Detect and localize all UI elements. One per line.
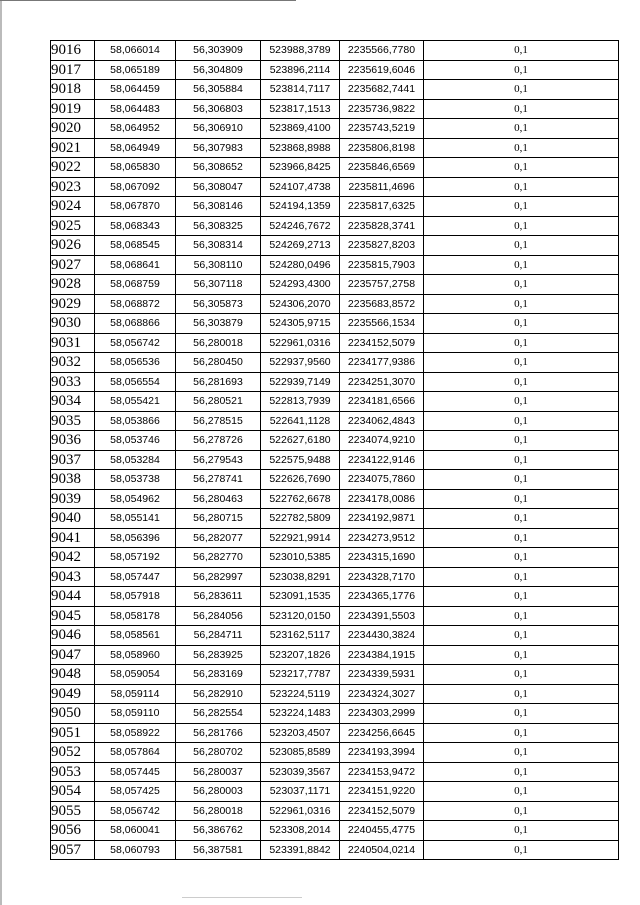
latitude-cell: 58,065830 — [95, 158, 176, 178]
table-row — [51, 294, 619, 314]
point-number-cell: 9043 — [51, 567, 95, 587]
x-coordinate-cell: 522937,9560 — [261, 353, 340, 373]
longitude-cell: 56,278726 — [176, 431, 261, 451]
y-coordinate-cell: 2234328,7170 — [340, 567, 424, 587]
accuracy-cell: 0,1 — [424, 158, 619, 178]
y-coordinate-cell: 2234256,6645 — [340, 723, 424, 743]
latitude-cell: 58,056536 — [95, 353, 176, 373]
x-coordinate-cell: 523817,1513 — [261, 99, 340, 119]
y-coordinate-cell: 2235736,9822 — [340, 99, 424, 119]
y-coordinate-cell: 2234315,1690 — [340, 548, 424, 568]
y-coordinate-cell: 2235828,3741 — [340, 216, 424, 236]
longitude-cell: 56,280018 — [176, 333, 261, 353]
x-coordinate-cell: 523868,8988 — [261, 138, 340, 158]
longitude-cell: 56,303879 — [176, 314, 261, 334]
latitude-cell: 58,056742 — [95, 801, 176, 821]
table-row — [51, 723, 619, 743]
latitude-cell: 58,054962 — [95, 489, 176, 509]
latitude-cell: 58,057918 — [95, 587, 176, 607]
table-row — [51, 704, 619, 724]
y-coordinate-cell: 2234151,9220 — [340, 782, 424, 802]
x-coordinate-cell: 523037,1171 — [261, 782, 340, 802]
latitude-cell: 58,060041 — [95, 821, 176, 841]
accuracy-cell: 0,1 — [424, 782, 619, 802]
point-number-cell: 9054 — [51, 782, 95, 802]
longitude-cell: 56,304809 — [176, 60, 261, 80]
point-number-cell: 9033 — [51, 372, 95, 392]
x-coordinate-cell: 523224,5119 — [261, 684, 340, 704]
point-number-cell: 9056 — [51, 821, 95, 841]
accuracy-cell: 0,1 — [424, 60, 619, 80]
latitude-cell: 58,055141 — [95, 509, 176, 529]
y-coordinate-cell: 2234303,2999 — [340, 704, 424, 724]
table-row — [51, 606, 619, 626]
table-row — [51, 821, 619, 841]
longitude-cell: 56,387581 — [176, 840, 261, 860]
y-coordinate-cell: 2234193,3994 — [340, 743, 424, 763]
longitude-cell: 56,282077 — [176, 528, 261, 548]
table-row — [51, 392, 619, 412]
accuracy-cell: 0,1 — [424, 431, 619, 451]
point-number-cell: 9052 — [51, 743, 95, 763]
accuracy-cell: 0,1 — [424, 567, 619, 587]
accuracy-cell: 0,1 — [424, 392, 619, 412]
latitude-cell: 58,068759 — [95, 275, 176, 295]
top-rule — [0, 0, 296, 1]
x-coordinate-cell: 524269,2713 — [261, 236, 340, 256]
latitude-cell: 58,057447 — [95, 567, 176, 587]
x-coordinate-cell: 523896,2114 — [261, 60, 340, 80]
x-coordinate-cell: 524107,4738 — [261, 177, 340, 197]
y-coordinate-cell: 2234181,6566 — [340, 392, 424, 412]
table-row — [51, 80, 619, 100]
table-row — [51, 275, 619, 295]
latitude-cell: 58,059114 — [95, 684, 176, 704]
accuracy-cell: 0,1 — [424, 99, 619, 119]
y-coordinate-cell: 2235846,6569 — [340, 158, 424, 178]
accuracy-cell: 0,1 — [424, 216, 619, 236]
point-number-cell: 9030 — [51, 314, 95, 334]
latitude-cell: 58,068343 — [95, 216, 176, 236]
point-number-cell: 9042 — [51, 548, 95, 568]
longitude-cell: 56,303909 — [176, 41, 261, 61]
latitude-cell: 58,065189 — [95, 60, 176, 80]
table-row — [51, 138, 619, 158]
x-coordinate-cell: 522782,5809 — [261, 509, 340, 529]
y-coordinate-cell: 2235815,7903 — [340, 255, 424, 275]
latitude-cell: 58,067092 — [95, 177, 176, 197]
y-coordinate-cell: 2234177,9386 — [340, 353, 424, 373]
accuracy-cell: 0,1 — [424, 138, 619, 158]
y-coordinate-cell: 2234339,5931 — [340, 665, 424, 685]
latitude-cell: 58,057425 — [95, 782, 176, 802]
latitude-cell: 58,064483 — [95, 99, 176, 119]
accuracy-cell: 0,1 — [424, 821, 619, 841]
accuracy-cell: 0,1 — [424, 548, 619, 568]
longitude-cell: 56,308314 — [176, 236, 261, 256]
point-number-cell: 9055 — [51, 801, 95, 821]
y-coordinate-cell: 2234391,5503 — [340, 606, 424, 626]
y-coordinate-cell: 2234251,3070 — [340, 372, 424, 392]
y-coordinate-cell: 2234122,9146 — [340, 450, 424, 470]
accuracy-cell: 0,1 — [424, 470, 619, 490]
y-coordinate-cell: 2234178,0086 — [340, 489, 424, 509]
x-coordinate-cell: 524246,7672 — [261, 216, 340, 236]
table-row — [51, 665, 619, 685]
latitude-cell: 58,067870 — [95, 197, 176, 217]
point-number-cell: 9024 — [51, 197, 95, 217]
coordinates-table-body — [51, 41, 619, 860]
longitude-cell: 56,278515 — [176, 411, 261, 431]
longitude-cell: 56,282910 — [176, 684, 261, 704]
table-row — [51, 450, 619, 470]
point-number-cell: 9045 — [51, 606, 95, 626]
accuracy-cell: 0,1 — [424, 762, 619, 782]
accuracy-cell: 0,1 — [424, 528, 619, 548]
point-number-cell: 9048 — [51, 665, 95, 685]
longitude-cell: 56,308652 — [176, 158, 261, 178]
y-coordinate-cell: 2234153,9472 — [340, 762, 424, 782]
accuracy-cell: 0,1 — [424, 197, 619, 217]
longitude-cell: 56,280018 — [176, 801, 261, 821]
latitude-cell: 58,058922 — [95, 723, 176, 743]
y-coordinate-cell: 2240504,0214 — [340, 840, 424, 860]
x-coordinate-cell: 523224,1483 — [261, 704, 340, 724]
table-row — [51, 314, 619, 334]
table-row — [51, 119, 619, 139]
longitude-cell: 56,278741 — [176, 470, 261, 490]
accuracy-cell: 0,1 — [424, 80, 619, 100]
accuracy-cell: 0,1 — [424, 333, 619, 353]
point-number-cell: 9026 — [51, 236, 95, 256]
latitude-cell: 58,058960 — [95, 645, 176, 665]
y-coordinate-cell: 2234074,9210 — [340, 431, 424, 451]
y-coordinate-cell: 2235811,4696 — [340, 177, 424, 197]
coordinates-table — [50, 40, 619, 860]
longitude-cell: 56,280702 — [176, 743, 261, 763]
longitude-cell: 56,280003 — [176, 782, 261, 802]
point-number-cell: 9027 — [51, 255, 95, 275]
latitude-cell: 58,057445 — [95, 762, 176, 782]
table-row — [51, 684, 619, 704]
table-row — [51, 840, 619, 860]
y-coordinate-cell: 2234062,4843 — [340, 411, 424, 431]
longitude-cell: 56,280521 — [176, 392, 261, 412]
latitude-cell: 58,059054 — [95, 665, 176, 685]
table-row — [51, 801, 619, 821]
accuracy-cell: 0,1 — [424, 294, 619, 314]
longitude-cell: 56,306803 — [176, 99, 261, 119]
x-coordinate-cell: 523308,2014 — [261, 821, 340, 841]
latitude-cell: 58,068872 — [95, 294, 176, 314]
latitude-cell: 58,056554 — [95, 372, 176, 392]
y-coordinate-cell: 2234152,5079 — [340, 801, 424, 821]
accuracy-cell: 0,1 — [424, 723, 619, 743]
x-coordinate-cell: 522961,0316 — [261, 801, 340, 821]
y-coordinate-cell: 2235827,8203 — [340, 236, 424, 256]
accuracy-cell: 0,1 — [424, 275, 619, 295]
latitude-cell: 58,064949 — [95, 138, 176, 158]
latitude-cell: 58,058561 — [95, 626, 176, 646]
y-coordinate-cell: 2234324,3027 — [340, 684, 424, 704]
x-coordinate-cell: 522961,0316 — [261, 333, 340, 353]
point-number-cell: 9034 — [51, 392, 95, 412]
point-number-cell: 9023 — [51, 177, 95, 197]
accuracy-cell: 0,1 — [424, 236, 619, 256]
latitude-cell: 58,059110 — [95, 704, 176, 724]
x-coordinate-cell: 522813,7939 — [261, 392, 340, 412]
x-coordinate-cell: 522627,6180 — [261, 431, 340, 451]
x-coordinate-cell: 522575,9488 — [261, 450, 340, 470]
accuracy-cell: 0,1 — [424, 665, 619, 685]
accuracy-cell: 0,1 — [424, 626, 619, 646]
x-coordinate-cell: 523207,1826 — [261, 645, 340, 665]
table-row — [51, 431, 619, 451]
x-coordinate-cell: 523120,0150 — [261, 606, 340, 626]
accuracy-cell: 0,1 — [424, 177, 619, 197]
longitude-cell: 56,280450 — [176, 353, 261, 373]
latitude-cell: 58,053746 — [95, 431, 176, 451]
y-coordinate-cell: 2240455,4775 — [340, 821, 424, 841]
longitude-cell: 56,305884 — [176, 80, 261, 100]
point-number-cell: 9040 — [51, 509, 95, 529]
point-number-cell: 9029 — [51, 294, 95, 314]
point-number-cell: 9028 — [51, 275, 95, 295]
accuracy-cell: 0,1 — [424, 372, 619, 392]
table-row — [51, 743, 619, 763]
accuracy-cell: 0,1 — [424, 801, 619, 821]
table-row — [51, 99, 619, 119]
point-number-cell: 9037 — [51, 450, 95, 470]
table-row — [51, 626, 619, 646]
x-coordinate-cell: 523091,1535 — [261, 587, 340, 607]
point-number-cell: 9018 — [51, 80, 95, 100]
x-coordinate-cell: 522939,7149 — [261, 372, 340, 392]
accuracy-cell: 0,1 — [424, 119, 619, 139]
x-coordinate-cell: 524306,2070 — [261, 294, 340, 314]
point-number-cell: 9019 — [51, 99, 95, 119]
x-coordinate-cell: 523203,4507 — [261, 723, 340, 743]
latitude-cell: 58,058178 — [95, 606, 176, 626]
point-number-cell: 9051 — [51, 723, 95, 743]
longitude-cell: 56,282997 — [176, 567, 261, 587]
table-row — [51, 216, 619, 236]
x-coordinate-cell: 524305,9715 — [261, 314, 340, 334]
longitude-cell: 56,284056 — [176, 606, 261, 626]
accuracy-cell: 0,1 — [424, 840, 619, 860]
point-number-cell: 9053 — [51, 762, 95, 782]
point-number-cell: 9047 — [51, 645, 95, 665]
table-row — [51, 528, 619, 548]
point-number-cell: 9036 — [51, 431, 95, 451]
accuracy-cell: 0,1 — [424, 606, 619, 626]
page-edge — [0, 0, 2, 905]
table-row — [51, 255, 619, 275]
longitude-cell: 56,283611 — [176, 587, 261, 607]
table-row — [51, 333, 619, 353]
x-coordinate-cell: 522921,9914 — [261, 528, 340, 548]
x-coordinate-cell: 524194,1359 — [261, 197, 340, 217]
y-coordinate-cell: 2235817,6325 — [340, 197, 424, 217]
longitude-cell: 56,308047 — [176, 177, 261, 197]
longitude-cell: 56,308325 — [176, 216, 261, 236]
table-row — [51, 177, 619, 197]
latitude-cell: 58,057192 — [95, 548, 176, 568]
longitude-cell: 56,279543 — [176, 450, 261, 470]
x-coordinate-cell: 523391,8842 — [261, 840, 340, 860]
latitude-cell: 58,056396 — [95, 528, 176, 548]
longitude-cell: 56,281693 — [176, 372, 261, 392]
latitude-cell: 58,056742 — [95, 333, 176, 353]
latitude-cell: 58,060793 — [95, 840, 176, 860]
x-coordinate-cell: 522641,1128 — [261, 411, 340, 431]
y-coordinate-cell: 2234273,9512 — [340, 528, 424, 548]
latitude-cell: 58,068641 — [95, 255, 176, 275]
latitude-cell: 58,057864 — [95, 743, 176, 763]
accuracy-cell: 0,1 — [424, 743, 619, 763]
y-coordinate-cell: 2234430,3824 — [340, 626, 424, 646]
y-coordinate-cell: 2235743,5219 — [340, 119, 424, 139]
accuracy-cell: 0,1 — [424, 450, 619, 470]
longitude-cell: 56,280715 — [176, 509, 261, 529]
x-coordinate-cell: 523869,4100 — [261, 119, 340, 139]
longitude-cell: 56,305873 — [176, 294, 261, 314]
point-number-cell: 9025 — [51, 216, 95, 236]
table-row — [51, 236, 619, 256]
latitude-cell: 58,066014 — [95, 41, 176, 61]
table-row — [51, 645, 619, 665]
x-coordinate-cell: 523085,8589 — [261, 743, 340, 763]
accuracy-cell: 0,1 — [424, 587, 619, 607]
accuracy-cell: 0,1 — [424, 704, 619, 724]
table-row — [51, 411, 619, 431]
point-number-cell: 9050 — [51, 704, 95, 724]
table-row — [51, 470, 619, 490]
longitude-cell: 56,283169 — [176, 665, 261, 685]
table-row — [51, 353, 619, 373]
x-coordinate-cell: 523039,3567 — [261, 762, 340, 782]
x-coordinate-cell: 523966,8425 — [261, 158, 340, 178]
x-coordinate-cell: 523988,3789 — [261, 41, 340, 61]
accuracy-cell: 0,1 — [424, 314, 619, 334]
longitude-cell: 56,283925 — [176, 645, 261, 665]
table-row — [51, 41, 619, 61]
latitude-cell: 58,068545 — [95, 236, 176, 256]
table-row — [51, 372, 619, 392]
longitude-cell: 56,282554 — [176, 704, 261, 724]
longitude-cell: 56,280037 — [176, 762, 261, 782]
x-coordinate-cell: 523038,8291 — [261, 567, 340, 587]
longitude-cell: 56,307983 — [176, 138, 261, 158]
point-number-cell: 9035 — [51, 411, 95, 431]
point-number-cell: 9039 — [51, 489, 95, 509]
point-number-cell: 9031 — [51, 333, 95, 353]
longitude-cell: 56,282770 — [176, 548, 261, 568]
y-coordinate-cell: 2234075,7860 — [340, 470, 424, 490]
y-coordinate-cell: 2235566,7780 — [340, 41, 424, 61]
accuracy-cell: 0,1 — [424, 489, 619, 509]
latitude-cell: 58,053284 — [95, 450, 176, 470]
point-number-cell: 9016 — [51, 41, 95, 61]
y-coordinate-cell: 2234192,9871 — [340, 509, 424, 529]
longitude-cell: 56,281766 — [176, 723, 261, 743]
x-coordinate-cell: 524293,4300 — [261, 275, 340, 295]
accuracy-cell: 0,1 — [424, 411, 619, 431]
y-coordinate-cell: 2235757,2758 — [340, 275, 424, 295]
x-coordinate-cell: 523162,5117 — [261, 626, 340, 646]
latitude-cell: 58,053738 — [95, 470, 176, 490]
longitude-cell: 56,307118 — [176, 275, 261, 295]
x-coordinate-cell: 523010,5385 — [261, 548, 340, 568]
y-coordinate-cell: 2234384,1915 — [340, 645, 424, 665]
longitude-cell: 56,386762 — [176, 821, 261, 841]
table-row — [51, 782, 619, 802]
longitude-cell: 56,308146 — [176, 197, 261, 217]
x-coordinate-cell: 523217,7787 — [261, 665, 340, 685]
longitude-cell: 56,280463 — [176, 489, 261, 509]
point-number-cell: 9041 — [51, 528, 95, 548]
accuracy-cell: 0,1 — [424, 41, 619, 61]
accuracy-cell: 0,1 — [424, 645, 619, 665]
x-coordinate-cell: 522626,7690 — [261, 470, 340, 490]
table-row — [51, 762, 619, 782]
point-number-cell: 9049 — [51, 684, 95, 704]
y-coordinate-cell: 2234152,5079 — [340, 333, 424, 353]
point-number-cell: 9038 — [51, 470, 95, 490]
accuracy-cell: 0,1 — [424, 255, 619, 275]
table-row — [51, 197, 619, 217]
y-coordinate-cell: 2235566,1534 — [340, 314, 424, 334]
point-number-cell: 9017 — [51, 60, 95, 80]
latitude-cell: 58,055421 — [95, 392, 176, 412]
y-coordinate-cell: 2235619,6046 — [340, 60, 424, 80]
table-row — [51, 509, 619, 529]
point-number-cell: 9020 — [51, 119, 95, 139]
point-number-cell: 9057 — [51, 840, 95, 860]
y-coordinate-cell: 2235806,8198 — [340, 138, 424, 158]
point-number-cell: 9044 — [51, 587, 95, 607]
table-row — [51, 567, 619, 587]
longitude-cell: 56,308110 — [176, 255, 261, 275]
longitude-cell: 56,306910 — [176, 119, 261, 139]
accuracy-cell: 0,1 — [424, 353, 619, 373]
accuracy-cell: 0,1 — [424, 684, 619, 704]
bottom-rule — [182, 897, 302, 898]
table-row — [51, 548, 619, 568]
latitude-cell: 58,064459 — [95, 80, 176, 100]
accuracy-cell: 0,1 — [424, 509, 619, 529]
table-row — [51, 158, 619, 178]
point-number-cell: 9032 — [51, 353, 95, 373]
point-number-cell: 9021 — [51, 138, 95, 158]
table-row — [51, 587, 619, 607]
latitude-cell: 58,053866 — [95, 411, 176, 431]
longitude-cell: 56,284711 — [176, 626, 261, 646]
point-number-cell: 9022 — [51, 158, 95, 178]
table-row — [51, 489, 619, 509]
latitude-cell: 58,064952 — [95, 119, 176, 139]
y-coordinate-cell: 2235682,7441 — [340, 80, 424, 100]
y-coordinate-cell: 2235683,8572 — [340, 294, 424, 314]
x-coordinate-cell: 522762,6678 — [261, 489, 340, 509]
latitude-cell: 58,068866 — [95, 314, 176, 334]
table-row — [51, 60, 619, 80]
x-coordinate-cell: 524280,0496 — [261, 255, 340, 275]
x-coordinate-cell: 523814,7117 — [261, 80, 340, 100]
point-number-cell: 9046 — [51, 626, 95, 646]
y-coordinate-cell: 2234365,1776 — [340, 587, 424, 607]
